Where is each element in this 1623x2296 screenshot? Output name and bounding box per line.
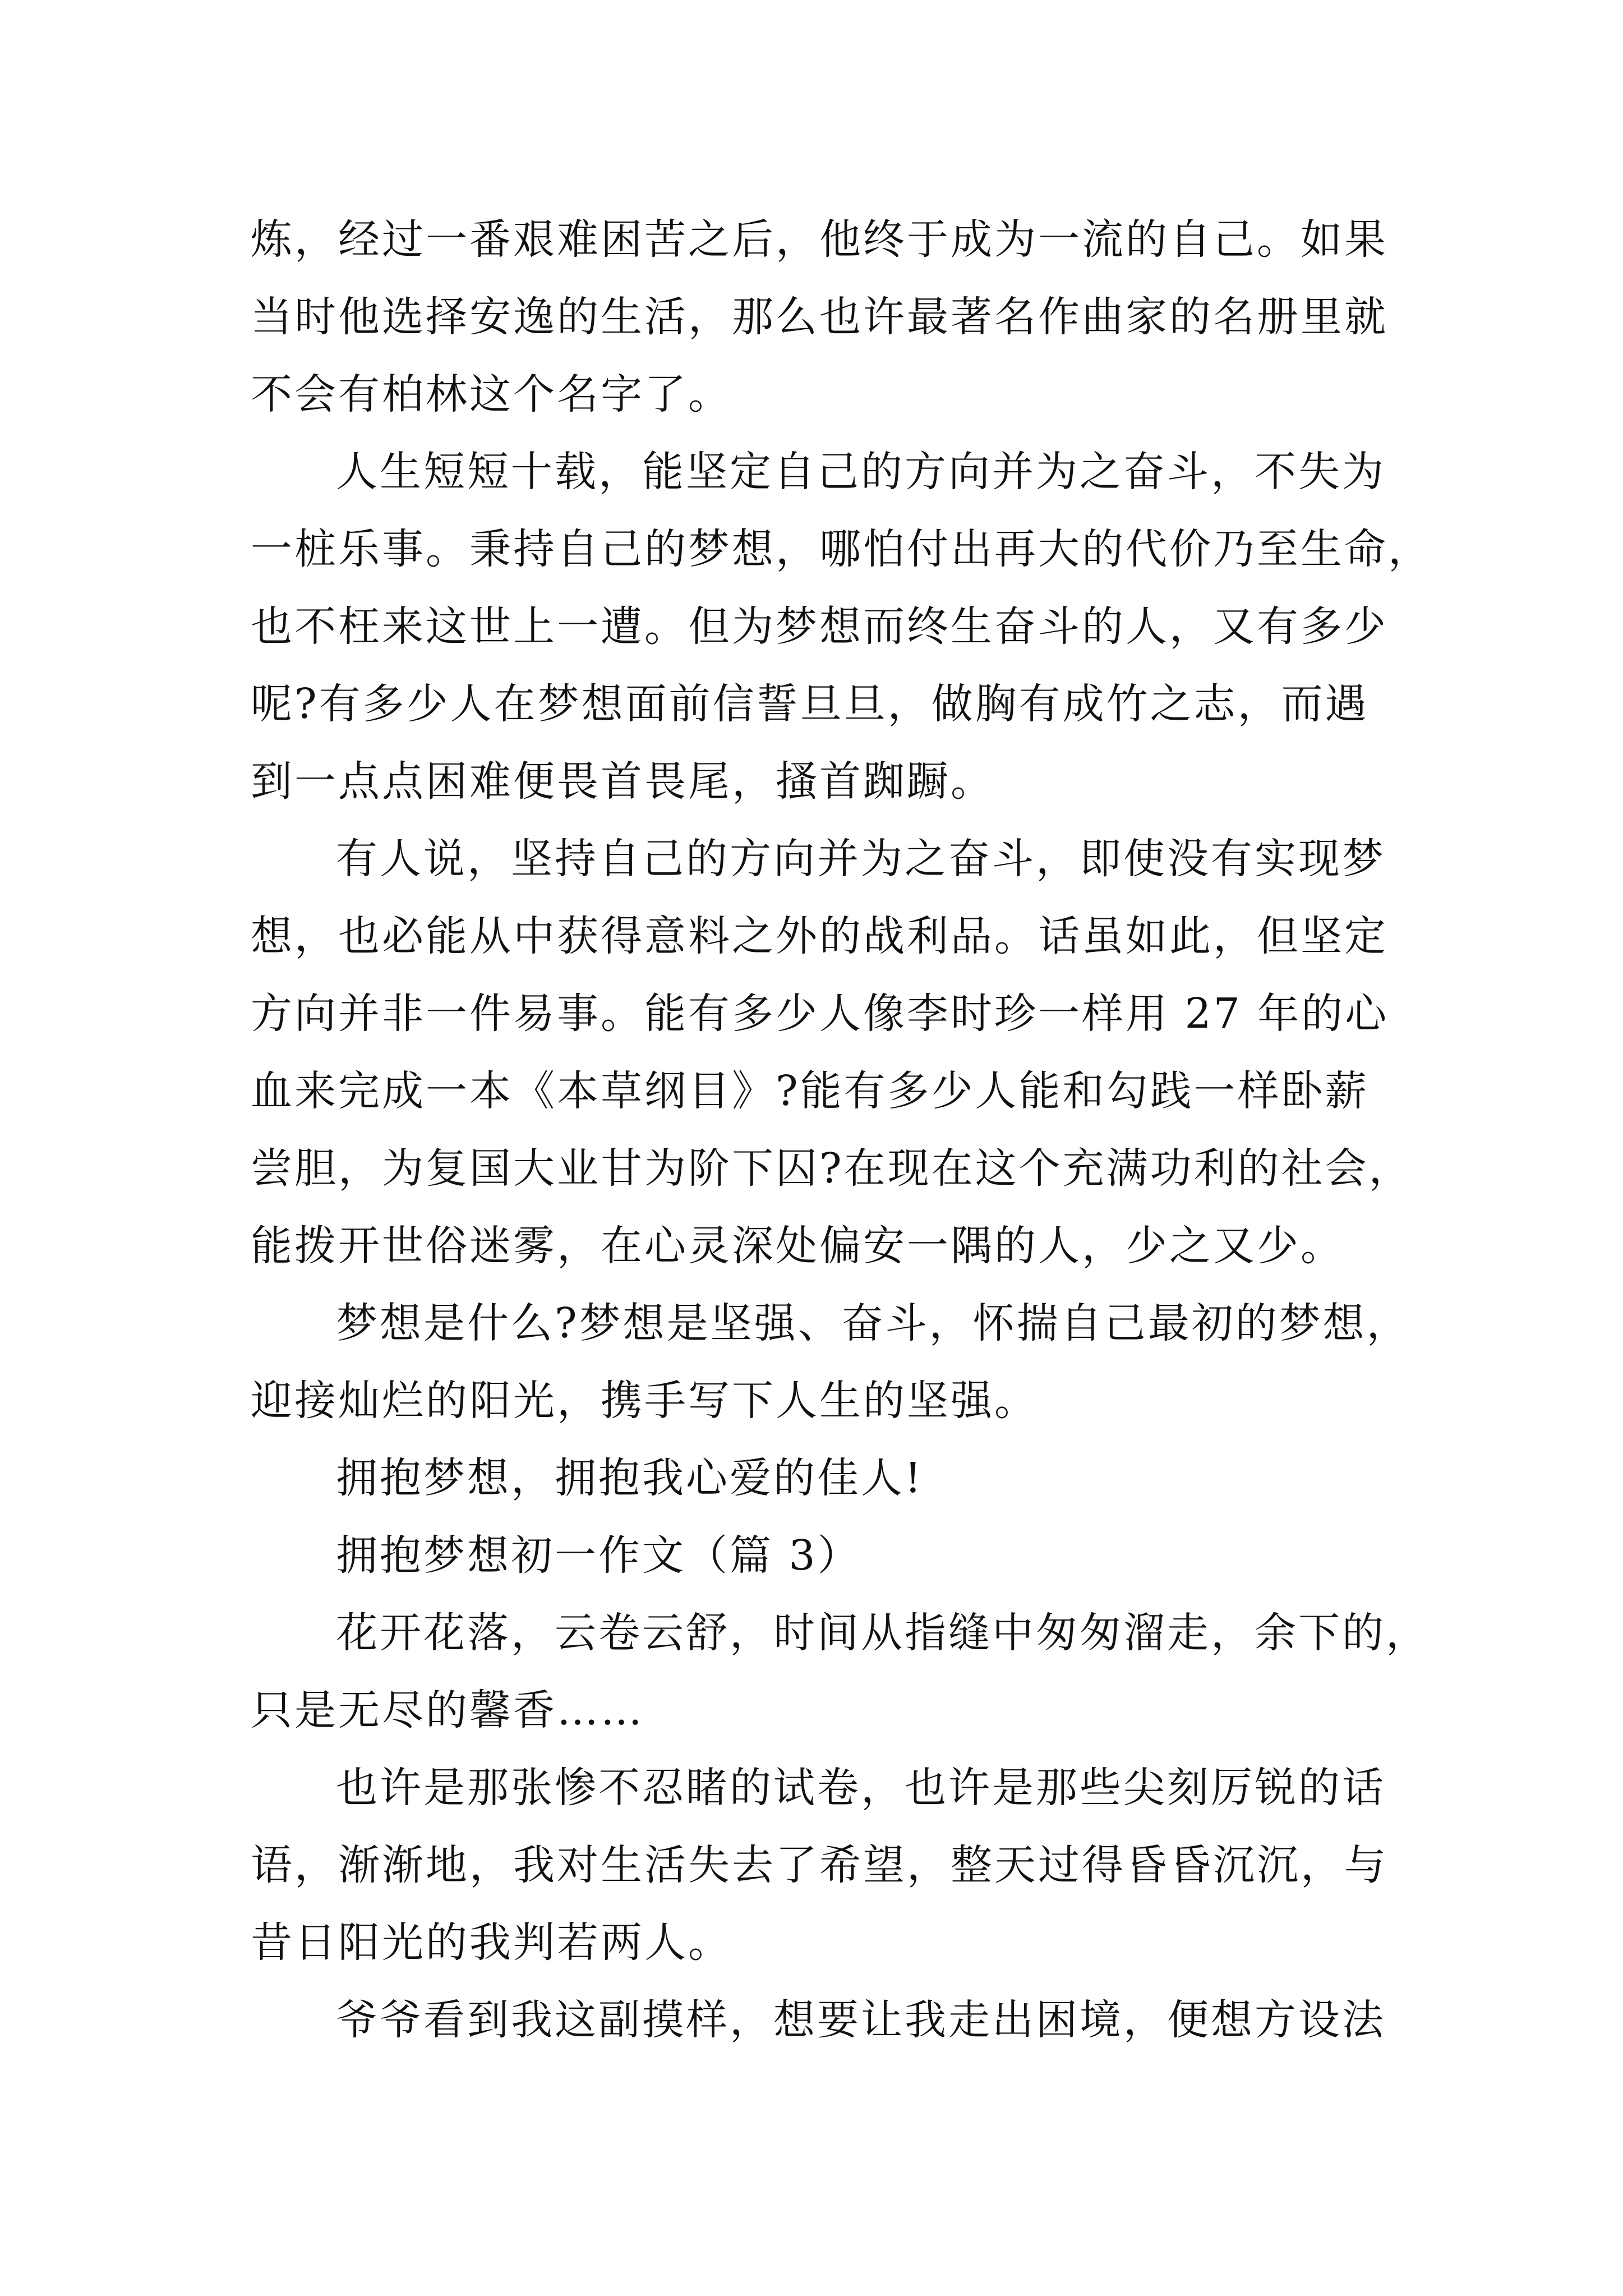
text-line: 只是无尽的馨香…… [251, 1686, 644, 1734]
text-line: 炼，经过一番艰难困苦之后，他终于成为一流的自己。如果 [251, 215, 1388, 264]
text-line: 一桩乐事。秉持自己的梦想，哪怕付出再大的代价乃至生命， [251, 525, 1432, 573]
text-line: 尝胆，为复国大业甘为阶下囚?在现在这个充满功利的社会， [251, 1144, 1413, 1193]
text-line: 能拨开世俗迷雾，在心灵深处偏安一隅的人，少之又少。 [251, 1222, 1344, 1270]
text-line: 梦想是什么?梦想是坚强、奋斗，怀揣自己最初的梦想， [336, 1299, 1410, 1347]
text-line: 有人说，坚持自己的方向并为之奋斗，即使没有实现梦 [336, 835, 1386, 883]
text-line: 迎接灿烂的阳光，携手写下人生的坚强。 [251, 1377, 1038, 1425]
text-line: 花开花落，云卷云舒，时间从指缝中匆匆溜走，余下的， [336, 1609, 1430, 1657]
text-line: 血来完成一本《本草纲目》?能有多少人能和勾践一样卧薪 [251, 1067, 1369, 1115]
text-line: 想，也必能从中获得意料之外的战利品。话虽如此，但坚定 [251, 912, 1388, 960]
text-line: 当时他选择安逸的生活，那么也许最著名作曲家的名册里就 [251, 293, 1388, 341]
text-line: 也许是那张惨不忍睹的试卷，也许是那些尖刻厉锐的话 [336, 1764, 1386, 1812]
text-line: 爷爷看到我这副摸样，想要让我走出困境，便想方设法 [336, 1996, 1386, 2044]
text-line: 方向并非一件易事。能有多少人像李时珍一样用 27 年的心 [251, 990, 1389, 1038]
text-line: 拥抱梦想初一作文（篇 3） [336, 1531, 861, 1580]
body-text [251, 201, 1432, 2059]
text-line: 也不枉来这世上一遭。但为梦想而终生奋斗的人，又有多少 [251, 602, 1388, 651]
text-line: 人生短短十载，能坚定自己的方向并为之奋斗，不失为 [336, 448, 1386, 496]
text-line: 到一点点困难便畏首畏尾，搔首踟蹰。 [251, 757, 994, 806]
text-line: 昔日阳光的我判若两人。 [251, 1918, 732, 1967]
text-line: 语，渐渐地，我对生活失去了希望，整天过得昏昏沉沉，与 [251, 1841, 1388, 1889]
text-line: 拥抱梦想，拥抱我心爱的佳人! [336, 1454, 924, 1502]
text-line: 呢?有多少人在梦想面前信誓旦旦，做胸有成竹之志，而遇 [251, 680, 1369, 728]
text-line: 不会有柏林这个名字了。 [251, 370, 732, 418]
